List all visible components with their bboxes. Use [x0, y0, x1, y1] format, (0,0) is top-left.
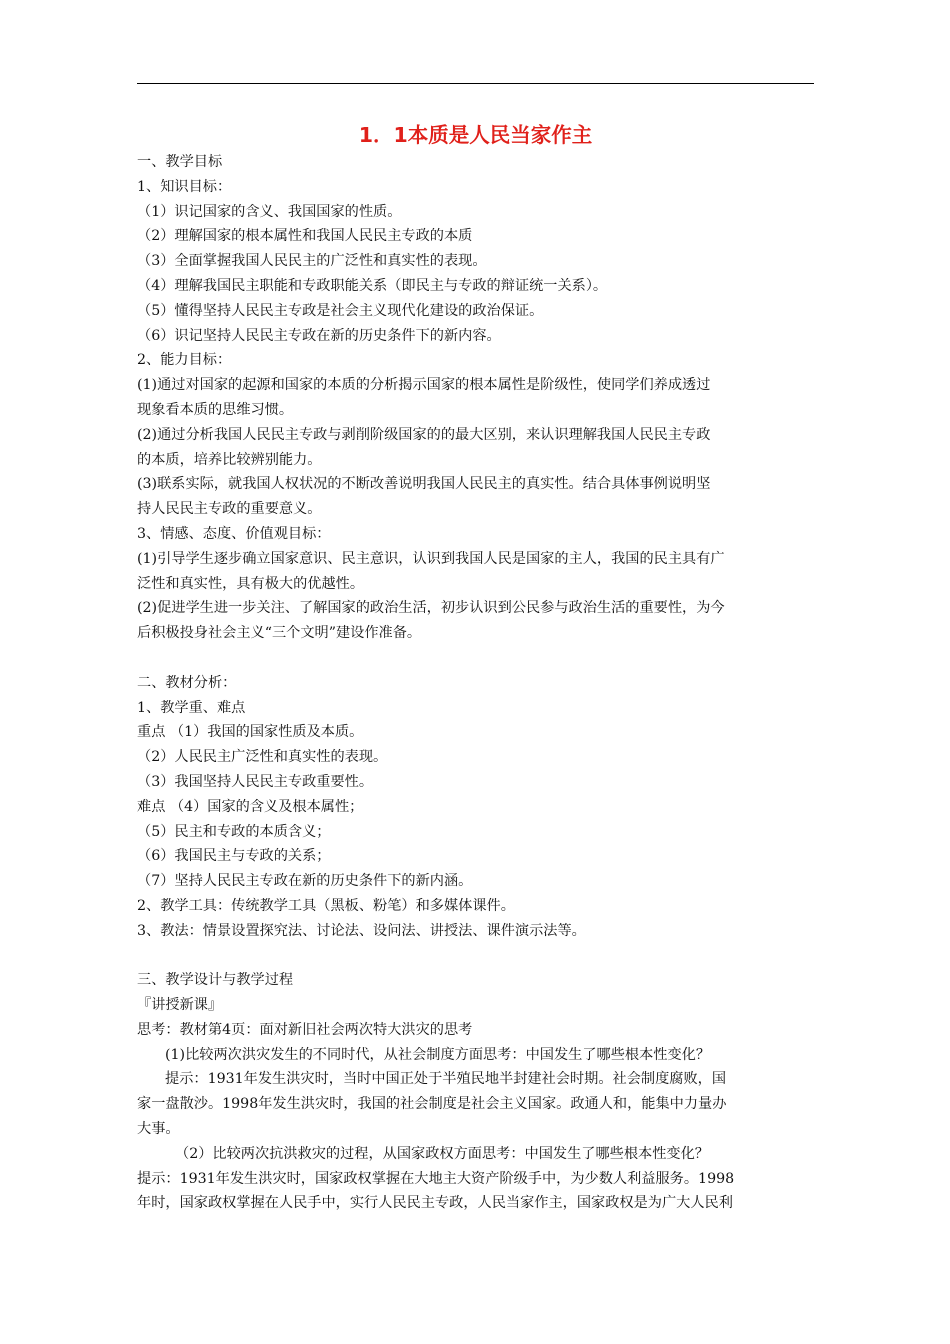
subsection-heading: 1、知识目标： [137, 178, 232, 195]
paragraph-line: 持人民民主专政的重要意义。 [137, 501, 322, 518]
subsection-heading: 2、能力目标： [137, 352, 232, 369]
paragraph-line: (2)通过分析我国人民民主专政与剥削阶级国家的的最大区别，来认识理解我国人民民主专政 [137, 426, 711, 443]
paragraph-line: (1)引导学生逐步确立国家意识、民主意识，认识到我国人民是国家的主人，我国的民主具有广 [137, 550, 725, 567]
list-item: （2）理解国家的根本属性和我国人民民主专政的本质 [137, 228, 473, 245]
list-item: （3）全面掌握我国人民民主的广泛性和真实性的表现。 [137, 253, 487, 270]
paragraph-line: (3)联系实际，就我国人权状况的不断改善说明我国人民民主的真实性。结合具体事例说明坚 [137, 476, 711, 493]
subsection-heading: 3、教法：情景设置探究法、讨论法、设问法、讲授法、课件演示法等。 [137, 922, 586, 939]
paragraph-line: 的本质，培养比较辨别能力。 [137, 451, 322, 468]
paragraph-line: （2）比较两次抗洪救灾的过程，从国家政权方面思考：中国发生了哪些根本性变化？ [175, 1145, 709, 1162]
document-body [137, 150, 817, 1216]
header-rule [137, 83, 814, 84]
paragraph-line: 提示：1931年发生洪灾时，当时中国正处于半殖民地半封建社会时期。社会制度腐败，国 [165, 1071, 727, 1088]
list-item: （6）识记坚持人民民主专政在新的历史条件下的新内容。 [137, 327, 501, 344]
paragraph-line: (1)通过对国家的起源和国家的本质的分析揭示国家的根本属性是阶级性，使同学们养成透过 [137, 377, 711, 394]
list-item: 重点 （1）我国的国家性质及本质。 [137, 724, 364, 741]
paragraph-line: 提示：1931年发生洪灾时，国家政权掌握在大地主大资产阶级手中，为少数人利益服务。1998 [137, 1170, 735, 1187]
section-heading: 二、教材分析： [137, 674, 237, 691]
section-heading: 一、教学目标 [137, 154, 223, 170]
subsection-heading: 1、教学重、难点 [137, 699, 246, 716]
subsection-heading: 2、教学工具：传统教学工具（黑板、粉笔）和多媒体课件。 [137, 897, 515, 914]
blank-line [137, 646, 817, 671]
list-item: （1）识记国家的含义、我国国家的性质。 [137, 203, 402, 220]
list-item: （2）人民民主广泛性和真实性的表现。 [137, 749, 388, 766]
subsection-heading: 『讲授新课』 [137, 997, 223, 1014]
list-item: （5）懂得坚持人民民主专政是社会主义现代化建设的政治保证。 [137, 302, 544, 319]
list-item: 难点 （4）国家的含义及根本属性； [137, 798, 364, 815]
paragraph-line: 大事。 [137, 1121, 180, 1138]
paragraph-line: 后积极投身社会主义“三个文明”建设作准备。 [137, 625, 422, 642]
paragraph-line: 泛性和真实性，具有极大的优越性。 [137, 575, 365, 592]
list-item: （6）我国民主与专政的关系； [137, 848, 331, 865]
paragraph-line: 家一盘散沙。1998年发生洪灾时，我国的社会制度是社会主义国家。政通人和，能集中力量办 [137, 1096, 727, 1113]
section-heading: 三、教学设计与教学过程 [137, 972, 294, 989]
blank-line [137, 944, 817, 969]
list-item: （3）我国坚持人民民主专政重要性。 [137, 773, 374, 790]
page-title: 1．1本质是人民当家作主 [358, 123, 593, 147]
list-item: （5）民主和专政的本质含义； [137, 823, 331, 840]
list-item: （4）理解我国民主职能和专政职能关系（即民主与专政的辩证统一关系）。 [137, 277, 608, 294]
paragraph-line: (1)比较两次洪灾发生的不同时代，从社会制度方面思考：中国发生了哪些根本性变化？ [165, 1046, 711, 1063]
subsection-heading: 3、情感、态度、价值观目标： [137, 525, 331, 542]
paragraph-line: 思考：教材第4页：面对新旧社会两次特大洪灾的思考 [137, 1021, 473, 1038]
list-item: （7）坚持人民民主专政在新的历史条件下的新内涵。 [137, 873, 473, 890]
paragraph-line: 现象看本质的思维习惯。 [137, 401, 294, 418]
paragraph-line: 年时，国家政权掌握在人民手中，实行人民民主专政，人民当家作主，国家政权是为广大人民利 [137, 1195, 733, 1212]
paragraph-line: (2)促进学生进一步关注、了解国家的政治生活，初步认识到公民参与政治生活的重要性，为今 [137, 600, 725, 617]
